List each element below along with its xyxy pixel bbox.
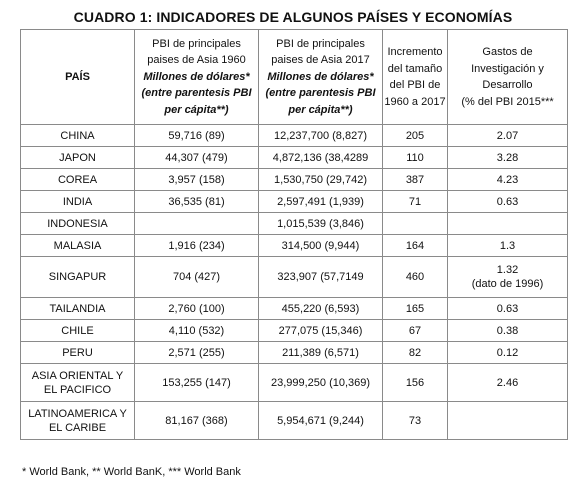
header-pbi-2017-line4: (entre parentesis PBI	[265, 87, 376, 100]
header-gastos	[448, 30, 568, 125]
cell-pais: SINGAPUR	[21, 257, 135, 298]
source-footnote: * World Bank, ** World BanK, *** World Bank	[22, 466, 241, 478]
header-pbi-1960-line3: Millones de dólares*	[143, 70, 250, 83]
cell-pbi-2017: 314,500 (9,944)	[259, 235, 383, 257]
cell-pbi-2017: 4,872,136 (38,4289	[259, 147, 383, 169]
cell-incremento: 82	[383, 342, 448, 364]
cell-incremento: 460	[383, 257, 448, 298]
cell-pais: COREA	[21, 169, 135, 191]
table-row-asia-oriental	[21, 364, 568, 402]
header-row	[21, 30, 568, 125]
header-pbi-2017-line1: PBI de principales	[276, 37, 365, 50]
cell-incremento: 205	[383, 125, 448, 147]
cell-gastos-note: (dato de 1996)	[471, 278, 544, 290]
table-row-tailandia	[21, 298, 568, 320]
cell-pbi-2017: 211,389 (6,571)	[259, 342, 383, 364]
table-row-singapur	[21, 257, 568, 298]
cell-incremento: 71	[383, 191, 448, 213]
cell-pbi-1960: 81,167 (368)	[135, 402, 259, 440]
header-pbi-1960-line1: PBI de principales	[152, 37, 241, 50]
header-pbi-2017	[259, 30, 383, 125]
cell-incremento: 156	[383, 364, 448, 402]
table-row-india	[21, 191, 568, 213]
cell-incremento: 73	[383, 402, 448, 440]
cell-pais: PERU	[21, 342, 135, 364]
cell-pbi-1960: 2,760 (100)	[135, 298, 259, 320]
table-title: CUADRO 1: INDICADORES DE ALGUNOS PAÍSES Y ECONOMÍAS	[73, 9, 513, 25]
cell-gastos	[448, 402, 568, 440]
cell-pbi-2017: 23,999,250 (10,369)	[259, 364, 383, 402]
table-row-peru	[21, 342, 568, 364]
cell-gastos: 3.28	[448, 147, 568, 169]
cell-pbi-1960: 153,255 (147)	[135, 364, 259, 402]
cell-pbi-1960: 59,716 (89)	[135, 125, 259, 147]
cell-pbi-1960: 2,571 (255)	[135, 342, 259, 364]
cell-pbi-1960: 1,916 (234)	[135, 235, 259, 257]
cell-pbi-2017: 455,220 (6,593)	[259, 298, 383, 320]
cell-pbi-2017: 12,237,700 (8,827)	[259, 125, 383, 147]
header-incremento-line1: Incremento	[387, 46, 443, 58]
cell-gastos	[448, 257, 568, 298]
cell-incremento: 165	[383, 298, 448, 320]
cell-gastos: 0.63	[448, 191, 568, 213]
cell-pais: CHINA	[21, 125, 135, 147]
cell-pais-line2: EL CARIBE	[48, 421, 107, 434]
header-pbi-1960-line2: paises de Asia 1960	[147, 54, 246, 67]
cell-pbi-1960: 4,110 (532)	[135, 320, 259, 342]
cell-pbi-1960: 44,307 (479)	[135, 147, 259, 169]
cell-pais: MALASIA	[21, 235, 135, 257]
cell-gastos: 1.3	[448, 235, 568, 257]
cell-gastos: 0.63	[448, 298, 568, 320]
cell-pbi-2017: 5,954,671 (9,244)	[259, 402, 383, 440]
cell-pbi-1960: 3,957 (158)	[135, 169, 259, 191]
cell-pais: JAPON	[21, 147, 135, 169]
cell-pais: INDIA	[21, 191, 135, 213]
cell-gastos: 4.23	[448, 169, 568, 191]
header-incremento	[383, 30, 448, 125]
cell-pbi-1960: 36,535 (81)	[135, 191, 259, 213]
cell-gastos	[448, 213, 568, 235]
cell-gastos: 2.07	[448, 125, 568, 147]
cell-pais: TAILANDIA	[21, 298, 135, 320]
cell-pais-line1: LATINOAMERICA Y	[28, 407, 127, 420]
cell-pais-line1: ASIA ORIENTAL Y	[31, 369, 124, 382]
table-row-indonesia	[21, 213, 568, 235]
header-gastos-line1: Gastos de	[482, 46, 533, 58]
cell-gastos: 0.12	[448, 342, 568, 364]
header-pbi-2017-line2: paises de Asia 2017	[271, 54, 370, 67]
header-pbi-1960-line4: (entre parentesis PBI	[141, 87, 252, 100]
cell-pais: INDONESIA	[21, 213, 135, 235]
header-pbi-1960	[135, 30, 259, 125]
cell-pbi-2017: 323,907 (57,7149	[259, 257, 383, 298]
cell-gastos: 0.38	[448, 320, 568, 342]
header-pbi-2017-line5: per cápita**)	[288, 103, 353, 116]
cell-gastos: 2.46	[448, 364, 568, 402]
cell-pais: CHILE	[21, 320, 135, 342]
cell-pbi-2017: 1,015,539 (3,846)	[259, 213, 383, 235]
cell-incremento: 67	[383, 320, 448, 342]
cell-pbi-2017: 2,597,491 (1,939)	[259, 191, 383, 213]
cell-pbi-1960: 704 (427)	[135, 257, 259, 298]
header-gastos-line4: (% del PBI 2015***	[461, 95, 554, 108]
header-incremento-line2: del tamaño	[387, 62, 443, 75]
table-row-corea	[21, 169, 568, 191]
cell-incremento: 164	[383, 235, 448, 257]
header-pais: PAÍS	[21, 30, 135, 125]
table-row-latinoamerica	[21, 402, 568, 440]
table-row-japon	[21, 147, 568, 169]
cell-pbi-2017: 1,530,750 (29,742)	[259, 169, 383, 191]
cell-pbi-2017: 277,075 (15,346)	[259, 320, 383, 342]
header-pbi-1960-line5: per cápita**)	[164, 103, 229, 116]
cell-incremento	[383, 213, 448, 235]
header-incremento-line4: 1960 a 2017	[384, 95, 446, 108]
table-row-malasia	[21, 235, 568, 257]
table-row-china	[21, 125, 568, 147]
cell-pais	[21, 364, 135, 402]
cell-pais	[21, 402, 135, 440]
header-incremento-line3: del PBI de	[389, 79, 441, 91]
cell-incremento: 110	[383, 147, 448, 169]
cell-incremento: 387	[383, 169, 448, 191]
cell-pais-line2: EL PACIFICO	[43, 383, 112, 396]
header-gastos-line3: Desarrollo	[482, 79, 533, 91]
table-row-chile	[21, 320, 568, 342]
cell-pbi-1960	[135, 213, 259, 235]
header-pbi-2017-line3: Millones de dólares*	[267, 70, 374, 83]
header-gastos-line2: Investigación y	[471, 62, 544, 75]
indicators-table	[20, 29, 568, 440]
cell-gastos-value: 1.32	[496, 264, 519, 276]
